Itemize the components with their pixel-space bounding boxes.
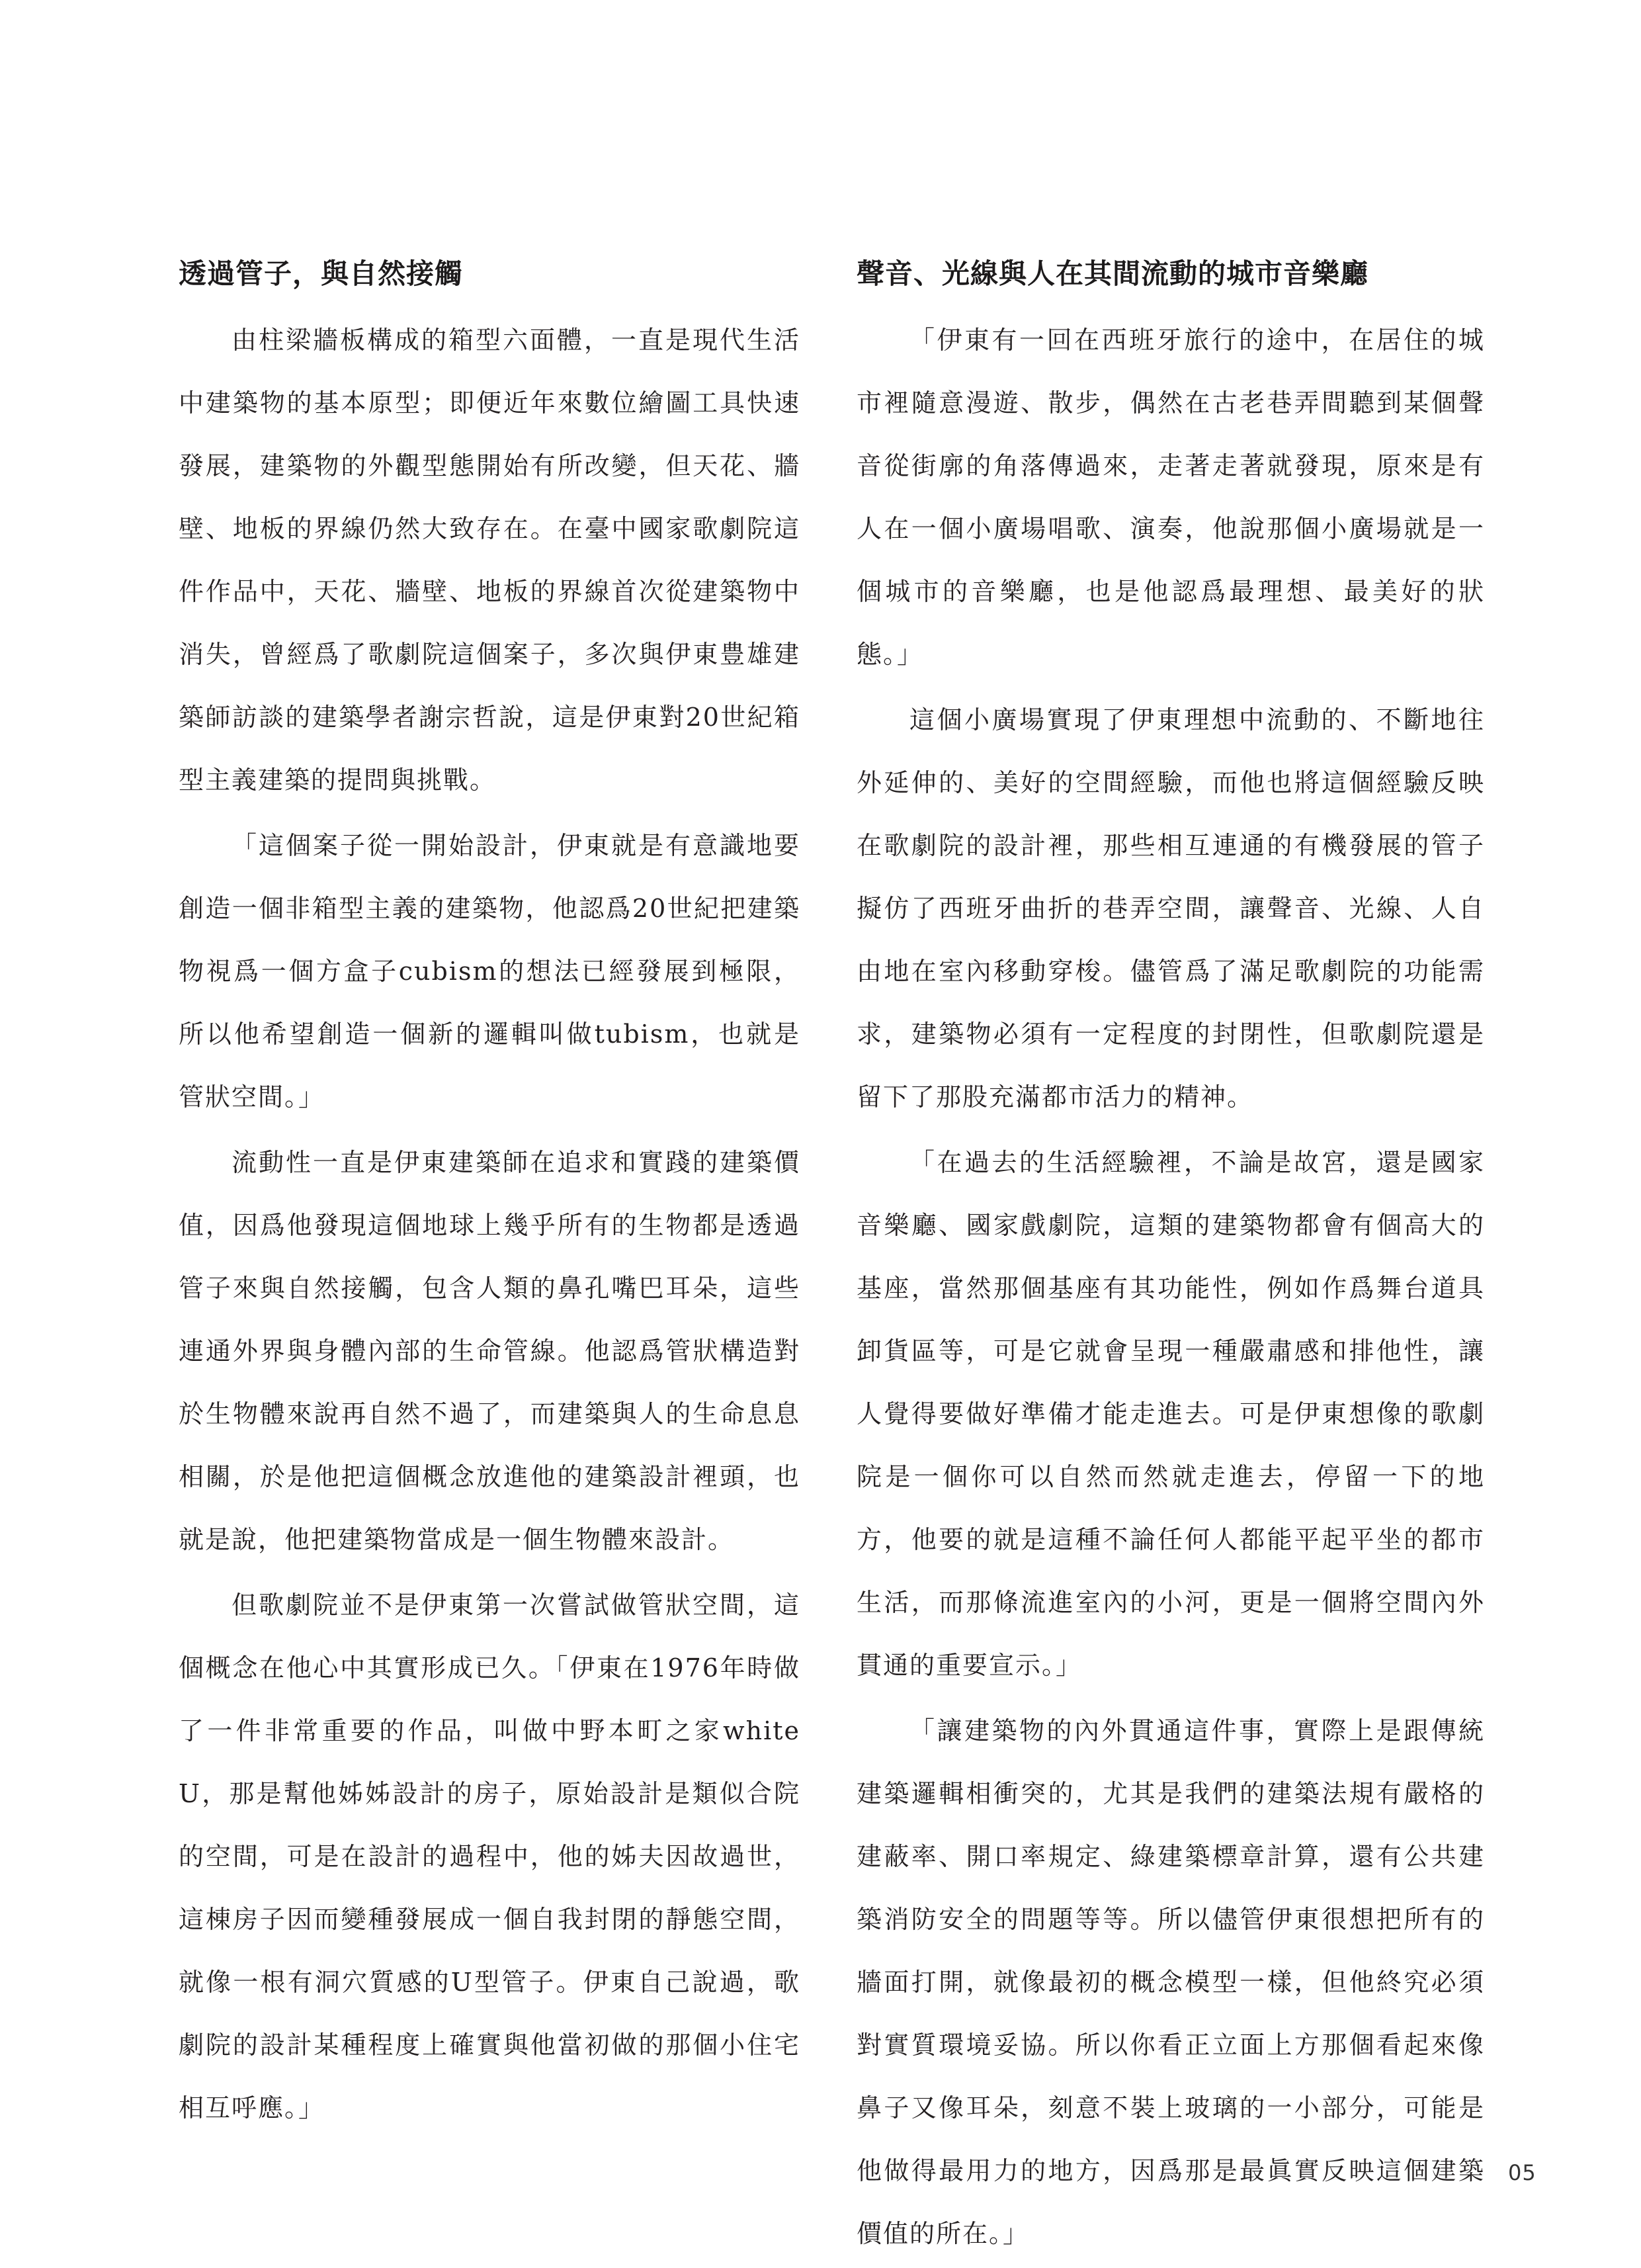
section-heading-tubes: 透過管子，與自然接觸 xyxy=(179,257,464,290)
right-column xyxy=(857,255,1485,2268)
body-paragraph: 由柱梁牆板構成的箱型六面體，一直是現代生活中建築物的基本原型；即便近年來數位繪圖工具快速發展，建築物的外觀型態開始有所改變，但天花、牆壁、地板的界線仍然大致存在。在臺中國家歌劇院這件作品中，天花、牆壁、地板的界線首次從建築物中消失，曾經爲了歌劇院這個案子，多次與伊東豊雄建築師訪談的建築學者謝宗哲說，這是伊東對20世紀箱型主義建築的提問與挑戰。 xyxy=(179,326,800,795)
body-paragraph: 但歌劇院並不是伊東第一次嘗試做管狀空間，這個概念在他心中其實形成已久。「伊東在1976年時做了一件非常重要的作品，叫做中野本町之家white U，那是幫他姊姊設計的房子，原始設計是類似合院的空間，可是在設計的過程中，他的姊夫因故過世，這棟房子因而變種發展成一個自我封閉的靜態空間，就像一根有洞穴質感的U型管子。伊東自己說過，歌劇院的設計某種程度上確實與他當初做的那個小住宅相互呼應。」 xyxy=(179,1591,800,2122)
body-paragraph: 「讓建築物的內外貫通這件事，實際上是跟傳統建築邏輯相衝突的，尤其是我們的建築法規有嚴格的建蔽率、開口率規定、綠建築標章計算，還有公共建築消防安全的問題等等。所以儘管伊東很想把所有的牆面打開，就像最初的概念模型一樣，但他終究必須對實質環境妥協。所以你看正立面上方那個看起來像鼻子又像耳朵，刻意不裝上玻璃的一小部分，可能是他做得最用力的地方，因爲那是最眞實反映這個建築價值的所在。」 xyxy=(857,1716,1485,2248)
body-paragraph: 「這個案子從一開始設計，伊東就是有意識地要創造一個非箱型主義的建築物，他認爲20世紀把建築物視爲一個方盒子cubism的想法已經發展到極限，所以他希望創造一個新的邏輯叫做tubism，也就是管狀空間。」 xyxy=(179,831,800,1112)
body-paragraph: 「在過去的生活經驗裡，不論是故宮，還是國家音樂廳、國家戲劇院，這類的建築物都會有個高大的基座，當然那個基座有其功能性，例如作爲舞台道具卸貨區等，可是它就會呈現一種嚴肅感和排他性，讓人覺得要做好準備才能走進去。可是伊東想像的歌劇院是一個你可以自然而然就走進去，停留一下的地方，他要的就是這種不論任何人都能平起平坐的都市生活，而那條流進室內的小河，更是一個將空間內外貫通的重要宣示。」 xyxy=(857,1148,1485,1680)
page-number: 05 xyxy=(1508,2160,1536,2185)
body-paragraph: 「伊東有一回在西班牙旅行的途中，在居住的城市裡隨意漫遊、散步，偶然在古老巷弄間聽到某個聲音從街廓的角落傳過來，走著走著就發現，原來是有人在一個小廣場唱歌、演奏，他說那個小廣場就是一個城市的音樂廳，也是他認爲最理想、最美好的狀態。」 xyxy=(857,326,1485,669)
left-column xyxy=(179,255,800,2142)
section-heading-city-concert-hall: 聲音、光線與人在其間流動的城市音樂廳 xyxy=(857,257,1369,290)
body-paragraph: 流動性一直是伊東建築師在追求和實踐的建築價值，因爲他發現這個地球上幾乎所有的生物都是透過管子來與自然接觸，包含人類的鼻孔嘴巴耳朵，這些連通外界與身體內部的生命管線。他認爲管狀構造對於生物體來說再自然不過了，而建築與人的生命息息相關，於是他把這個概念放進他的建築設計裡頭，也就是說，他把建築物當成是一個生物體來設計。 xyxy=(179,1148,800,1554)
body-paragraph: 這個小廣場實現了伊東理想中流動的、不斷地往外延伸的、美好的空間經驗，而他也將這個經驗反映在歌劇院的設計裡，那些相互連通的有機發展的管子擬仿了西班牙曲折的巷弄空間，讓聲音、光線、人自由地在室內移動穿梭。儘管爲了滿足歌劇院的功能需求，建築物必須有一定程度的封閉性，但歌劇院還是留下了那股充滿都市活力的精神。 xyxy=(857,705,1485,1112)
